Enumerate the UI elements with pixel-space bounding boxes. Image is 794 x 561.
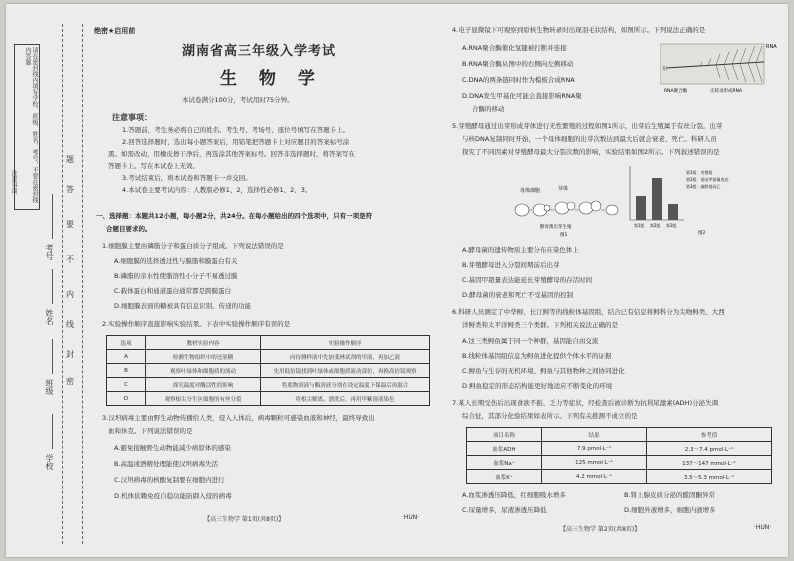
table-cell: 7.9 pmol·L⁻¹ — [542, 442, 647, 456]
table-header: 结果 — [542, 428, 647, 442]
table-row — [467, 442, 772, 456]
fig1-number: 图1 — [560, 233, 568, 238]
question-7-table — [466, 427, 772, 484]
note-line: 答题卡上。写在本试卷上无效。 — [108, 162, 199, 170]
yeast-budding-figure — [512, 172, 622, 238]
question-5-option: C.基因甲超量表达能延长芽殖酵母的存活时间 — [462, 276, 593, 284]
question-5-stem: 5.芽殖酵母通过出芽形成芽体进行无性繁殖的过程如图1所示，出芽后生殖属于有丝分裂。出芽 — [452, 122, 723, 130]
footer-left: 【高三生物学 第1页(共8页)】 — [204, 516, 285, 523]
question-4-option: A.RNA聚合酶催化氢键被打断并连接 — [462, 44, 567, 52]
fig1-label-mother: 母体细胞 — [520, 188, 541, 194]
table-header-row — [467, 428, 772, 442]
notes-title: 注意事项： — [112, 113, 152, 122]
class-blank — [52, 339, 53, 374]
table-header: 项目名称 — [467, 428, 542, 442]
notice-text: 请在密封线内填写学校、班级、姓名、考号，不要在密封线内答题 — [24, 47, 38, 203]
note-line: 3.考试结束后，将本试卷和答题卡一并交回。 — [122, 174, 252, 182]
bar-group-2 — [652, 178, 662, 220]
table-header: 实验操作顺序 — [261, 336, 430, 350]
table-header: 教材实验内容 — [146, 336, 261, 350]
table-row — [467, 456, 772, 470]
question-7-stem: 综合征，其部分化验结果如表所示。下列有关推测不成立的是 — [462, 412, 638, 420]
question-3-stem: 3.汉坦病毒主要由野生动物传播给人类，侵入人体后，病毒颗粒可感染血液和神经，最终导致出 — [102, 414, 375, 422]
section-header: 一、选择题：本题共12小题，每小题2分，共24分。在每小题给出的四个选项中，只有一项是符 — [96, 212, 373, 220]
question-4-option: D.DNA发生甲基化可能会直接影响RNA聚 — [462, 92, 582, 100]
question-1-stem: 1.细胞膜主要由磷脂分子和蛋白质分子组成。下列说法错误的是 — [102, 242, 284, 250]
exam-title: 湖南省高三年级入学考试 — [182, 44, 337, 59]
question-3-option: A.避免接触野生动物能减少病原体的感染 — [114, 444, 231, 452]
question-6-option: A.这三类鲟鱼属于同一个种群，基因能自由交流 — [462, 337, 599, 345]
rna-feather-figure — [660, 40, 778, 94]
table-cell: A — [107, 350, 146, 364]
table-cell: 3.5～5.3 mmol·L⁻¹ — [647, 470, 772, 484]
tick-label: 第1组 — [634, 223, 645, 228]
question-3-option: D.机体依赖免疫自稳功能防御入侵的病毒 — [114, 492, 232, 500]
question-7-option: B.肾上腺皮质分泌的醛固酮异常 — [624, 491, 716, 499]
yeast-cells — [515, 201, 618, 216]
table-cell: 检测生物组织中的还原糖 — [146, 350, 261, 364]
seal-word: 封 — [66, 350, 74, 359]
table-cell: B — [107, 364, 146, 378]
seal-word: 要 — [66, 220, 74, 229]
note-line: 黑。如需改动，用橡皮擦干净后，再选涂其他答案标号。回答非选择题时，将答案写在 — [108, 150, 355, 158]
table-cell: 将根尖解离、漂洗后，再用甲紫溶液染色 — [261, 392, 430, 406]
question-5-option: B.芽殖酵母进入分裂间期前后出芽 — [462, 261, 560, 269]
bar-group-1 — [636, 196, 646, 220]
seal-word: 答 — [66, 185, 74, 194]
school-blank — [52, 414, 53, 449]
table-row — [107, 364, 430, 378]
question-5-stem: 探究了不同因素对芽殖酵母最大分裂次数的影响，实验结果如图2所示。下列叙述错误的是 — [462, 148, 720, 156]
question-7-option: A.血浆渗透压降低，红细胞吸水增多 — [462, 491, 566, 499]
seal-word: 不 — [66, 255, 74, 264]
fig1-caption: 酵母菌出芽生殖 — [540, 225, 572, 230]
field-id: 考号 — [45, 244, 54, 260]
question-1-option: D.细胞膜表面的糖被具有信息识别、传递的功能 — [114, 302, 252, 310]
seal-word: 内 — [66, 290, 74, 299]
table-cell: 观察根尖分生区细胞的有丝分裂 — [146, 392, 261, 406]
seal-line-inner — [82, 24, 83, 544]
question-6-option: C.鲟鱼与生存的无机环境、鲟鱼与其他物种之间协同进化 — [462, 367, 625, 375]
question-4-option: B.RNA聚合酶从图中的右侧向左侧移动 — [462, 60, 574, 68]
question-6-stem: 洋鲟类和太平洋鲟类三个类群。下列相关说法正确的是 — [462, 321, 618, 329]
table-cell: 先用低倍镜找到叶绿体或细胞质流动部位，再换高倍镜观察 — [261, 364, 430, 378]
table-row — [107, 392, 430, 406]
question-7-option: D.细胞外液增多，细胞内液增多 — [624, 506, 716, 514]
table-header: 选项 — [107, 336, 146, 350]
bar-group-3 — [668, 204, 678, 220]
table-cell: C — [107, 378, 146, 392]
question-5-stem: 与核DNA复制同时开始，一个母体细胞的出芽次数达到最大后就会衰老、死亡。科研人员 — [462, 135, 717, 143]
fig2-caption: 图2 — [698, 231, 706, 236]
table-cell: 血浆Na⁺ — [467, 456, 542, 470]
fig-label-polymerase: RNA聚合酶 — [664, 89, 688, 94]
question-3-stem: 血和休克。下列说法错误的是 — [108, 427, 193, 435]
field-school: 学校 — [45, 454, 54, 470]
question-6-stem: 6.科研人员测定了中华鲟、长江鲟等的线粒体基因组，结合已有信息将鲟科分为尖吻鲟类、大西 — [452, 308, 725, 316]
id-blank — [52, 194, 53, 239]
table-cell: 4.2 mmol·L⁻¹ — [542, 470, 647, 484]
legend-entry: 第3组：敲除基因乙 — [686, 184, 721, 189]
section-header: 合题目要求的。 — [106, 225, 152, 233]
table-cell: 将底物溶液与酶溶液分别在设定温度下保温后再混合 — [261, 378, 430, 392]
seal-word: 密 — [66, 377, 74, 386]
note-line: 1.答题前，考生务必将自己的姓名、考生号、考场号、座位号填写在答题卡上。 — [122, 126, 350, 134]
fig1-label-bud: 芽体 — [558, 186, 569, 192]
table-cell: 125 mmol·L⁻¹ — [542, 456, 647, 470]
table-cell: 观察叶绿体和细胞质的流动 — [146, 364, 261, 378]
fig-label-transcript: 正转录形成RNA — [710, 89, 743, 94]
question-6-option: B.线粒体基因组信息为鲟鱼进化提供个体水平的证据 — [462, 352, 612, 360]
table-cell: 血浆K⁺ — [467, 470, 542, 484]
tick-label: 第2组 — [650, 223, 661, 228]
tick-label: 第3组 — [666, 223, 677, 228]
question-5-option: A.酵母菌的遗传物质主要分布在染色体上 — [462, 246, 579, 254]
question-7-stem: 7.某人长期受伤后出现食欲不振、乏力等症状，经检查后被诊断为抗利尿激素(ADH)分泌失调 — [452, 399, 719, 407]
question-3-option: B.高温或酒精处理能使汉坦病毒失活 — [114, 460, 219, 468]
question-2-table — [106, 335, 430, 406]
question-7-option: C.尿量增多，尿液渗透压降低 — [462, 506, 547, 514]
field-name: 姓名 — [45, 309, 54, 325]
seal-word: 线 — [66, 320, 74, 329]
question-1-option: C.载体蛋白和通道蛋白通常都是跨膜蛋白 — [114, 287, 232, 295]
fig-label-left: 左 — [662, 66, 668, 72]
table-cell: D — [107, 392, 146, 406]
field-class: 班级 — [45, 379, 54, 395]
legend-entry: 第2组：基因甲超量表达 — [686, 177, 729, 182]
question-3-option: C.汉坦病毒的核酸复制要在细胞内进行 — [114, 476, 225, 484]
question-4-stem: 4.电子显微镜下可观察到原核生物转录时出现羽毛状结构，如图所示。下列说法正确的是 — [452, 26, 706, 34]
confidential-mark: 绝密★启用前 — [94, 27, 136, 35]
note-line: 4.本试卷主要考试内容：人教版必修1、2，选择性必修1、2、3。 — [122, 186, 312, 194]
footer-right: 【高三生物学 第2页(共8页)】 — [560, 526, 641, 533]
yeast-bar-figure — [624, 162, 744, 238]
table-cell: 向待测样液中先加斐林试剂的甲液，再加乙液 — [261, 350, 430, 364]
table-cell: 137～147 mmol·L⁻¹ — [647, 456, 772, 470]
note-line: 2.回答选择题时，选出每小题答案后，用铅笔把答题卡上对应题目的答案标号涂 — [122, 138, 350, 146]
binding-strip — [6, 4, 98, 557]
name-blank — [52, 269, 53, 304]
question-5-option: D.酵母菌的衰老和死亡不受基因的控制 — [462, 291, 574, 299]
table-cell: 探究温度对酶活性的影响 — [146, 378, 261, 392]
legend-entry: 第1组：对照组 — [686, 170, 713, 175]
question-6-option: D.鲟鱼稳定的形态结构能更好地适应不断变化的环境 — [462, 382, 613, 390]
table-header-row — [107, 336, 430, 350]
subject-title: 生 物 学 — [220, 69, 323, 89]
question-1-option: A.细胞膜的选择透过性与膜脂和膜蛋白有关 — [114, 257, 238, 265]
table-row — [467, 470, 772, 484]
exam-sheet — [6, 4, 788, 557]
footer-right-mark: ·HUN· — [754, 524, 772, 531]
question-4-option: C.DNA的两条链同时作为模板合成RNA — [462, 76, 575, 84]
question-4-option-cont: 合酶的移动 — [472, 105, 505, 113]
question-1-option: B.磷脂的亲水性使脂溶性小分子不易透过膜 — [114, 272, 238, 280]
question-2-stem: 2.实验操作顺序直接影响实验结果。下表中实验操作顺序有误的是 — [102, 320, 291, 328]
table-header: 参考值 — [647, 428, 772, 442]
notice-head: 注意事项 — [10, 170, 17, 194]
table-row — [107, 350, 430, 364]
fig-label-rna: RNA — [766, 44, 777, 50]
table-cell: 2.3～7.4 pmol·L⁻¹ — [647, 442, 772, 456]
table-cell: 血浆ADH — [467, 442, 542, 456]
score-note: 本试卷满分100分，考试用时75分钟。 — [182, 96, 294, 104]
table-row — [107, 378, 430, 392]
seal-line-outer — [62, 24, 63, 544]
footer-left-mark: ·HUN· — [402, 514, 420, 521]
seal-word: 题 — [66, 155, 74, 164]
